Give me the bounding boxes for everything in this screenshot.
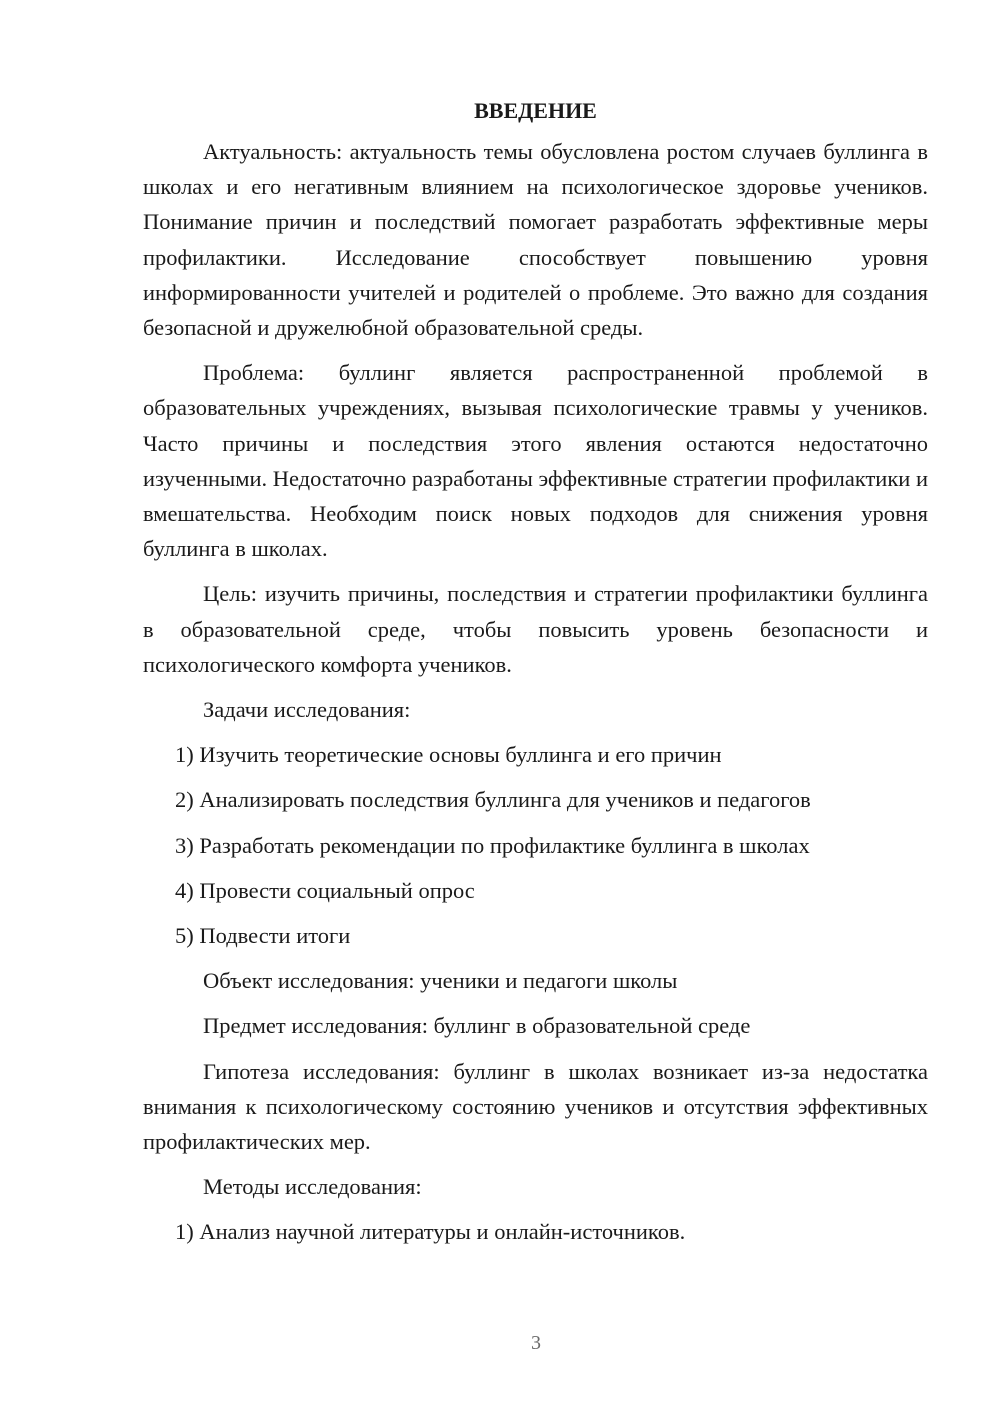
methods-title: Методы исследования: <box>203 1174 422 1200</box>
method-item: 1) Анализ научной литературы и онлайн-источников. <box>175 1219 686 1245</box>
tasks-title: Задачи исследования: <box>203 697 411 723</box>
tasks-list <box>143 737 928 953</box>
goal-paragraph: Цель: изучить причины, последствия и стратегии профилактики буллинга в образовательной среде, чтобы повысить уровень безопасности и психологического комфорта учеников. <box>143 581 928 677</box>
page-number: 3 <box>531 1332 541 1354</box>
page-content <box>143 93 928 1250</box>
task-item: 4) Провести социальный опрос <box>175 877 475 903</box>
section-heading: ВВЕДЕНИЕ <box>474 98 597 123</box>
task-item: 3) Разработать рекомендации по профилактике буллинга в школах <box>175 832 810 858</box>
research-subject: Предмет исследования: буллинг в образовательной среде <box>203 1013 751 1039</box>
relevance-paragraph: Актуальность: актуальность темы обусловлена ростом случаев буллинга в школах и его негативным влиянием на психологическое здоровье учеников. Понимание причин и последствий помогает разработать эффективные меры профилактики. Исследование способствует повышению уровня информированности учителей и родителей о проблеме. Это важно для создания безопасной и дружелюбной образовательной среды. <box>143 139 928 341</box>
problem-paragraph: Проблема: буллинг является распространенной проблемой в образовательных учреждениях, вызывая психологические травмы у учеников. Часто причины и последствия этого явления остаются недостаточно изученными. Недостаточно разработаны эффективные стратегии профилактики и вмешательства. Необходим поиск новых подходов для снижения уровня буллинга в школах. <box>143 360 928 562</box>
hypothesis-paragraph: Гипотеза исследования: буллинг в школах возникает из-за недостатка внимания к психологическому состоянию учеников и отсутствия эффективных профилактических мер. <box>143 1058 928 1155</box>
task-item: 1) Изучить теоретические основы буллинга и его причин <box>175 742 722 768</box>
task-item: 5) Подвести итоги <box>175 923 351 949</box>
task-item: 2) Анализировать последствия буллинга для учеников и педагогов <box>175 787 811 813</box>
methods-list <box>143 1214 928 1249</box>
research-object: Объект исследования: ученики и педагоги школы <box>203 968 678 994</box>
